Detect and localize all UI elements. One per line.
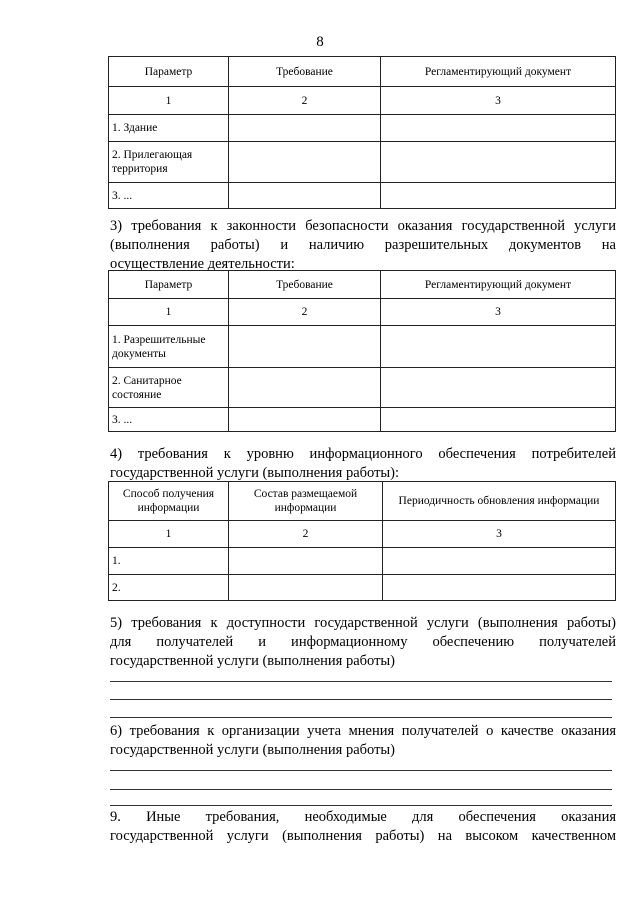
table-cell: [229, 408, 381, 432]
fill-in-line[interactable]: [110, 699, 612, 700]
paragraph-line: (выполнения работы) и наличию разрешительных документов на: [110, 237, 616, 253]
legality-requirements-table: [108, 270, 616, 432]
paragraph-line: осуществление деятельности:: [110, 256, 295, 272]
table-header-cell: Регламентирующий документ: [381, 271, 616, 299]
table-cell: 2. Прилегающая территория: [109, 142, 229, 183]
fill-in-line[interactable]: [110, 770, 612, 771]
paragraph-line: государственной услуги (выполнения работы):: [110, 465, 400, 481]
paragraph-line: 4) требования к уровню информационного обеспечения потребителей: [110, 446, 616, 462]
table-header-cell: Параметр: [109, 57, 229, 87]
table-cell: [229, 326, 381, 368]
table-cell: 1. Разрешительные документы: [109, 326, 229, 368]
paragraph-line: для получателей и информационному обеспечению получателей: [110, 634, 616, 650]
table-header-cell: Способ получения информации: [109, 482, 229, 521]
column-number-cell: 2: [229, 87, 381, 115]
table-header-cell: Состав размещаемой информации: [229, 482, 383, 521]
page-number: 8: [316, 34, 324, 50]
table-cell: [383, 548, 616, 575]
table-cell: [381, 408, 616, 432]
section-3-paragraph: [110, 217, 616, 274]
fill-in-line[interactable]: [110, 805, 612, 806]
table-cell: [229, 142, 381, 183]
column-number-cell: 3: [383, 521, 616, 548]
building-requirements-table: [108, 56, 616, 209]
table-cell: [229, 548, 383, 575]
information-requirements-table: [108, 481, 616, 601]
table-cell: 3. ...: [109, 183, 229, 209]
section-6-paragraph: [110, 722, 616, 760]
table-row: [109, 368, 616, 408]
table-row: [109, 548, 616, 575]
section-4-paragraph: [110, 445, 616, 483]
column-number-cell: 2: [229, 521, 383, 548]
fill-in-line[interactable]: [110, 717, 612, 718]
fill-in-line[interactable]: [110, 789, 612, 790]
table-cell: [381, 115, 616, 142]
paragraph-line: государственной услуги (выполнения работы): [110, 653, 395, 669]
table-cell: [381, 142, 616, 183]
paragraph-line: 6) требования к организации учета мнения получателей о качестве оказания: [110, 723, 616, 739]
fill-in-line[interactable]: [110, 681, 612, 682]
table-cell: [383, 575, 616, 601]
table-header-cell: Требование: [229, 271, 381, 299]
table-header-cell: Параметр: [109, 271, 229, 299]
table-row: [109, 408, 616, 432]
paragraph-line: 5) требования к доступности государственной услуги (выполнения работы): [110, 615, 616, 631]
column-number-cell: 1: [109, 521, 229, 548]
table-header-cell: Периодичность обновления информации: [383, 482, 616, 521]
table-cell: [229, 115, 381, 142]
table-header-cell: Регламентирующий документ: [381, 57, 616, 87]
table-header-cell: Требование: [229, 57, 381, 87]
table-cell: 1.: [109, 548, 229, 575]
column-number-cell: 2: [229, 299, 381, 326]
table-row: [109, 142, 616, 183]
table-cell: [381, 326, 616, 368]
table-cell: 2.: [109, 575, 229, 601]
paragraph-line: государственной услуги (выполнения работы) на высоком качественном: [110, 828, 616, 844]
table-cell: 1. Здание: [109, 115, 229, 142]
table-cell: [229, 183, 381, 209]
table-row: [109, 326, 616, 368]
paragraph-line: 3) требования к законности безопасности оказания государственной услуги: [110, 218, 616, 234]
column-number-cell: 3: [381, 299, 616, 326]
column-number-cell: 3: [381, 87, 616, 115]
table-cell: [381, 183, 616, 209]
section-9-paragraph: [110, 808, 616, 846]
section-5-paragraph: [110, 614, 616, 671]
table-cell: [229, 368, 381, 408]
column-number-cell: 1: [109, 299, 229, 326]
table-row: [109, 115, 616, 142]
paragraph-line: государственной услуги (выполнения работы): [110, 742, 395, 758]
table-cell: [229, 575, 383, 601]
column-number-cell: 1: [109, 87, 229, 115]
table-row: [109, 575, 616, 601]
paragraph-line: 9. Иные требования, необходимые для обеспечения оказания: [110, 809, 616, 825]
table-cell: 3. ...: [109, 408, 229, 432]
table-row: [109, 183, 616, 209]
table-cell: 2. Санитарное состояние: [109, 368, 229, 408]
table-cell: [381, 368, 616, 408]
